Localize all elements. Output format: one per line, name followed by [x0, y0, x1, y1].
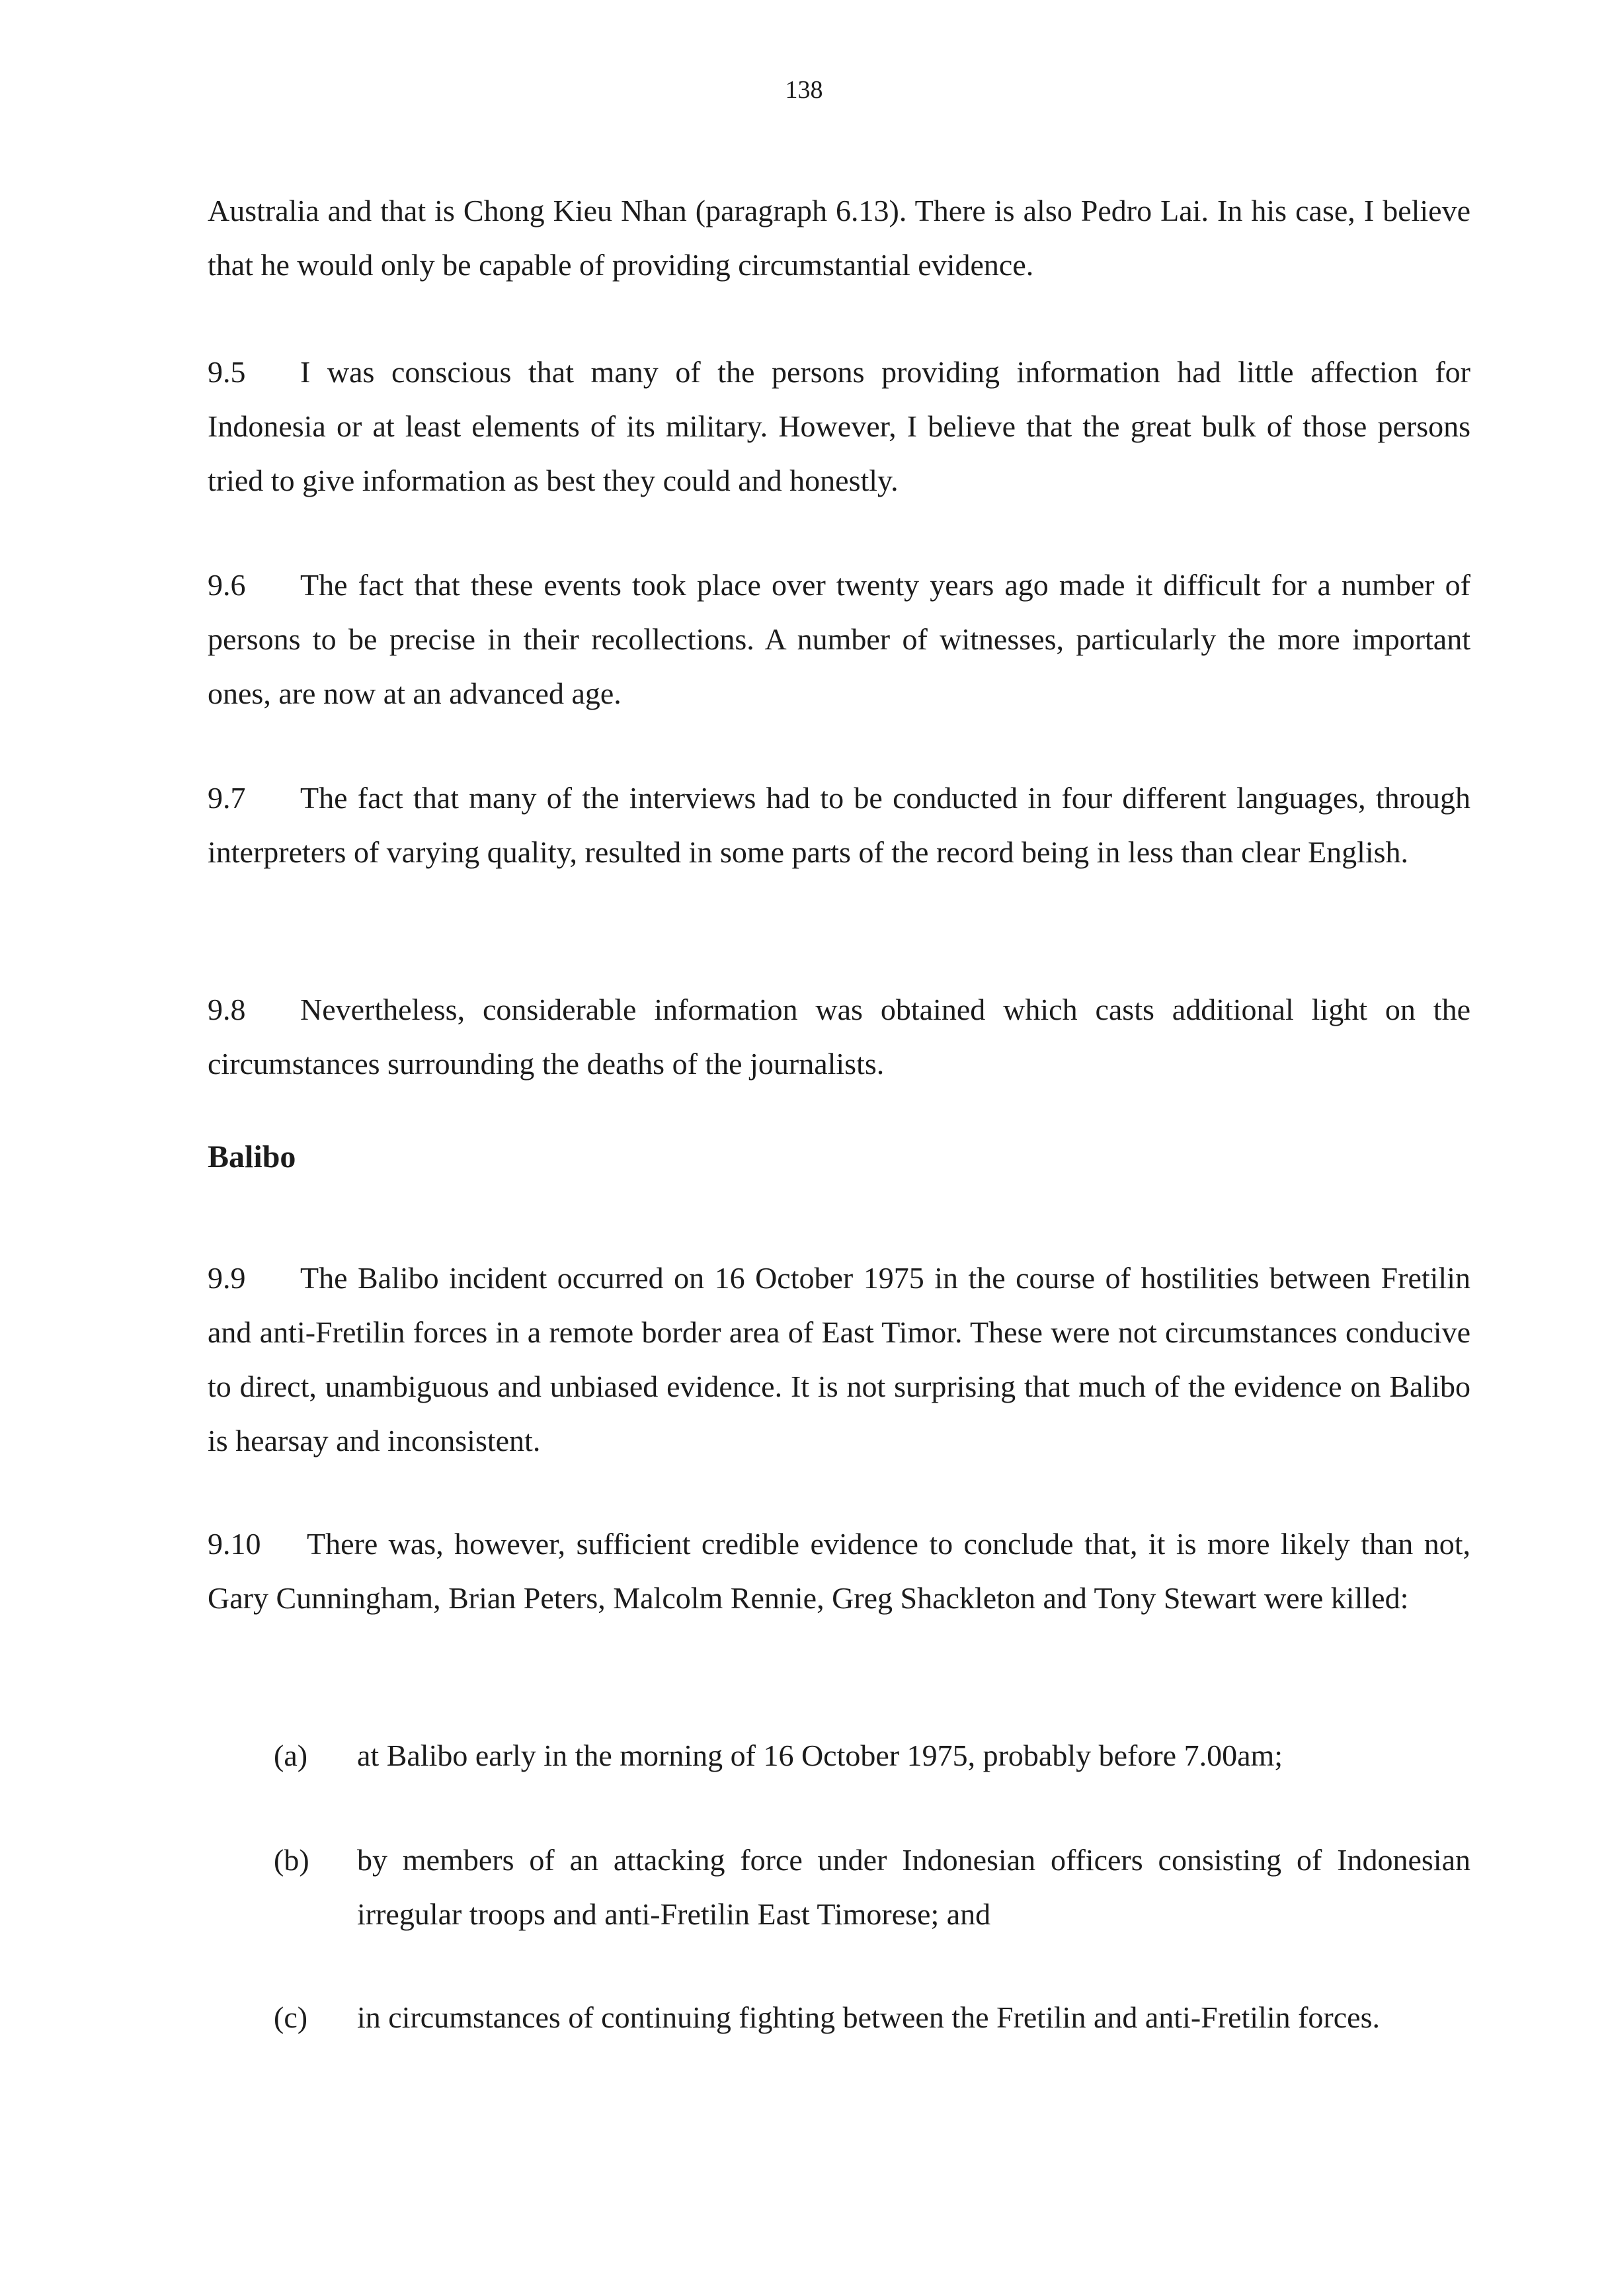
list-text: at Balibo early in the morning of 16 October 1975, probably before 7.00am; — [357, 1739, 1283, 1772]
paragraph-text: The fact that many of the interviews had to be conducted in four different languages, through interpreters of varying quality, resulted in some parts of the record being in less than clear English. — [208, 781, 1470, 869]
section-heading: Balibo — [208, 1139, 296, 1174]
paragraph-9-7 — [208, 771, 1470, 880]
page-number: 138 — [785, 76, 823, 104]
list-text: by members of an attacking force under Indonesian officers consisting of Indonesian irregular troops and anti-Fretilin East Timorese; and — [357, 1843, 1470, 1931]
list-item-a — [274, 1729, 1470, 1783]
paragraph-number: 9.8 — [208, 993, 246, 1026]
paragraph-number: 9.9 — [208, 1261, 246, 1295]
list-text: in circumstances of continuing fighting between the Fretilin and anti-Fretilin forces. — [357, 2000, 1380, 2034]
paragraph-9-5 — [208, 345, 1470, 508]
paragraph-text: The Balibo incident occurred on 16 October 1975 in the course of hostilities between Fretilin and anti-Fretilin forces in a remote border area of East Timor. These were not circumstances conducive to direct, unambiguous and unbiased evidence. It is not surprising that much of the evidence on Balibo is hearsay and inconsistent. — [208, 1261, 1470, 1457]
paragraph-number: 9.7 — [208, 781, 246, 815]
paragraph-text: I was conscious that many of the persons providing information had little affection for Indonesia or at least elements of its military. However, I believe that the great bulk of those persons tried to give information as best they could and honestly. — [208, 355, 1470, 497]
paragraph-9-9 — [208, 1251, 1470, 1468]
paragraph-9-8 — [208, 983, 1470, 1091]
list-label: (a) — [274, 1739, 308, 1772]
paragraph-number: 9.10 — [208, 1527, 261, 1561]
list-item-c — [274, 1990, 1470, 2045]
paragraph-number: 9.6 — [208, 568, 246, 602]
continuation-paragraph — [208, 184, 1470, 292]
paragraph-text: There was, however, sufficient credible evidence to conclude that, it is more likely than not, Gary Cunningham, Brian Peters, Malcolm Rennie, Greg Shackleton and Tony Stewart were killed: — [208, 1527, 1470, 1615]
paragraph-text: The fact that these events took place over twenty years ago made it difficult for a number of persons to be precise in their recollections. A number of witnesses, particularly the more important ones, are now at an advanced age. — [208, 568, 1470, 710]
list-label: (b) — [274, 1843, 309, 1877]
paragraph-number: 9.5 — [208, 355, 246, 389]
paragraph-9-6 — [208, 558, 1470, 721]
paragraph-text: Australia and that is Chong Kieu Nhan (paragraph 6.13). There is also Pedro Lai. In his case, I believe that he would only be capable of providing circumstantial evidence. — [208, 194, 1470, 282]
list-item-b — [274, 1833, 1470, 1942]
paragraph-text: Nevertheless, considerable information was obtained which casts additional light on the circumstances surrounding the deaths of the journalists. — [208, 993, 1470, 1081]
list-label: (c) — [274, 2000, 308, 2034]
paragraph-9-10 — [208, 1517, 1470, 1625]
